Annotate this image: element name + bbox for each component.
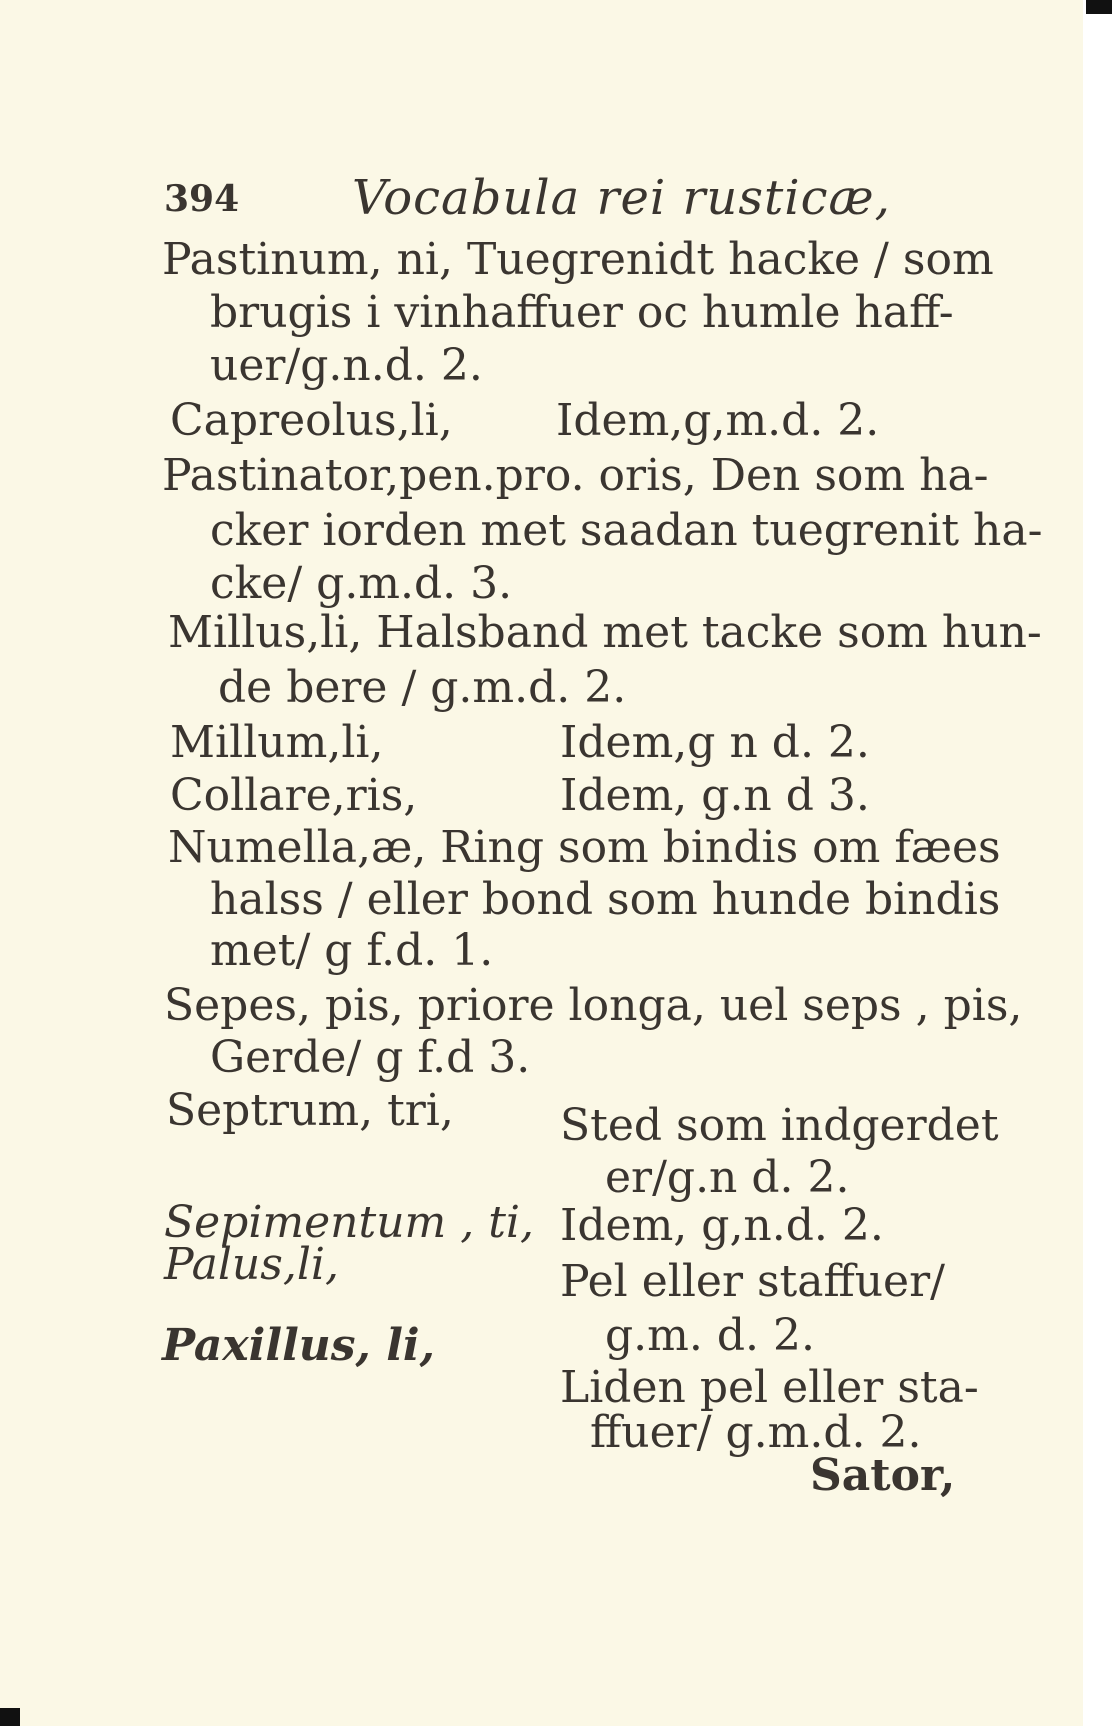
entry-term: Collare,ris,: [170, 770, 418, 821]
running-title: Vocabula rei rusticæ,: [352, 170, 891, 226]
entry-term: Capreolus,li,: [170, 395, 453, 446]
entry-line: uer/g.n.d. 2.: [210, 340, 483, 391]
entry-line: Millus,li, Halsband met tacke som hun-: [168, 607, 1042, 658]
entry-gloss: Idem, g.n d 3.: [560, 770, 870, 821]
entry-gloss: Idem,g n d. 2.: [560, 717, 870, 768]
entry-gloss-continued: ffuer/ g.m.d. 2.: [590, 1407, 922, 1458]
entry-line: Pastinum, ni, Tuegrenidt hacke / som: [162, 234, 994, 285]
entry-line: cke/ g.m.d. 3.: [210, 558, 513, 609]
entry-gloss-continued: er/g.n d. 2.: [605, 1152, 850, 1203]
entry-line: cker iorden met saadan tuegrenit ha-: [210, 505, 1043, 556]
entry-line: brugis i vinhaffuer oc humle haff-: [210, 287, 954, 338]
entry-term: Paxillus, li,: [162, 1320, 435, 1371]
entry-line: Numella,æ, Ring som bindis om fæes: [168, 822, 1001, 873]
entry-line: Gerde/ g f.d 3.: [210, 1032, 531, 1083]
entry-gloss: Liden pel eller sta-: [560, 1362, 979, 1413]
entry-term: Palus,li,: [164, 1239, 339, 1290]
entry-line: Sepes, pis, priore longa, uel seps , pis,: [164, 980, 1023, 1031]
entry-gloss: Idem, g,n.d. 2.: [560, 1200, 884, 1251]
entry-line: de bere / g.m.d. 2.: [218, 662, 627, 713]
entry-gloss-continued: g.m. d. 2.: [605, 1310, 815, 1361]
page-number: 394: [164, 178, 240, 220]
entry-line: Pastinator,pen.pro. oris, Den som ha-: [162, 450, 989, 501]
page-header: [164, 170, 964, 230]
entry-gloss: Sted som indgerdet: [560, 1100, 999, 1151]
entry-term: Septrum, tri,: [166, 1085, 454, 1136]
entry-gloss: Idem,g,m.d. 2.: [556, 395, 880, 446]
entry-term: Millum,li,: [170, 717, 384, 768]
scan-edge-mark-top: [1086, 0, 1112, 14]
entry-term: Sepimentum , ti,: [164, 1197, 534, 1248]
entry-gloss: Pel eller staffuer/: [560, 1256, 945, 1307]
entry-line: met/ g f.d. 1.: [210, 925, 494, 976]
entry-line: halss / eller bond som hunde bindis: [210, 874, 1001, 925]
scan-edge-mark-bottom: [0, 1708, 20, 1726]
catchword: Sator,: [810, 1450, 956, 1501]
